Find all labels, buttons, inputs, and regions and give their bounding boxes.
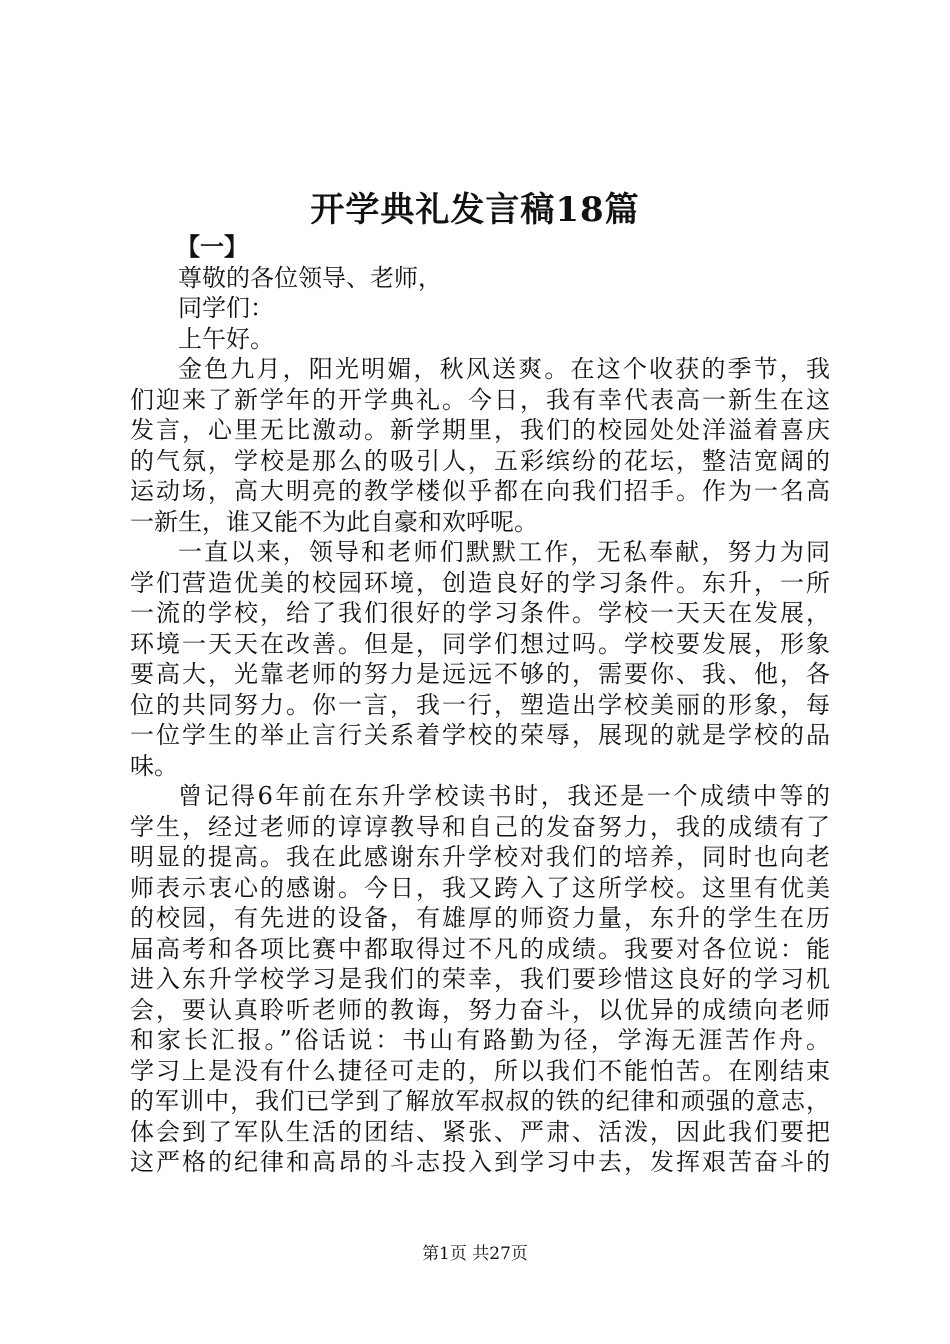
text-line: 学们营造优美的校园环境，创造良好的学习条件。东升，一所 (130, 568, 830, 597)
paragraph-3 (130, 781, 830, 1178)
text-line: 这严格的纪律和高昂的斗志投入到学习中去，发挥艰苦奋斗的 (130, 1148, 830, 1176)
page-number-footer: 第1页 共27页 (422, 1244, 528, 1264)
text-line: 师表示衷心的感谢。今日，我又跨入了这所学校。这里有优美 (130, 873, 830, 902)
text-line: 学习上是没有什么捷径可走的，所以我们不能怕苦。在刚结束 (130, 1056, 830, 1085)
document-body (130, 232, 830, 1178)
text-line: 发言，心里无比激动。新学期里，我们的校园处处洋溢着喜庆 (130, 416, 830, 444)
text-line: 环境一天天在改善。但是，同学们想过吗。学校要发展，形象 (130, 629, 830, 658)
document-title: 开学典礼发言稿18篇 (310, 190, 640, 230)
greeting-line: 同学们： (178, 294, 274, 322)
greeting-line: 尊敬的各位领导、老师， (178, 263, 442, 292)
text-line: 一新生，谁又能不为此自豪和欢呼呢。 (130, 507, 538, 536)
text-line: 一流的学校，给了我们很好的学习条件。学校一天天在发展， (130, 599, 830, 627)
text-line: 一位学生的举止言行关系着学校的荣辱，展现的就是学校的品 (130, 721, 830, 749)
text-line: 体会到了军队生活的团结、紧张、严肃、活泼，因此我们要把 (130, 1117, 830, 1146)
text-line: 运动场，高大明亮的教学楼似乎都在向我们招手。作为一名高 (130, 477, 830, 505)
text-line: 的气氛，学校是那么的吸引人，五彩缤纷的花坛，整洁宽阔的 (130, 446, 830, 475)
text-line: 的校园，有先进的设备，有雄厚的师资力量，东升的学生在历 (130, 904, 830, 932)
text-line: 和家长汇报。”俗话说：书山有路勤为径，学海无涯苦作舟。 (130, 1026, 830, 1054)
paragraph-2 (130, 537, 830, 781)
text-line: 要高大，光靠老师的努力是远远不够的，需要你、我、他，各 (130, 660, 830, 688)
text-line: 届高考和各项比赛中都取得过不凡的成绩。我要对各位说：能 (130, 934, 830, 963)
text-line: 曾记得6年前在东升学校读书时，我还是一个成绩中等的 (178, 782, 830, 810)
text-line: 进入东升学校学习是我们的荣幸，我们要珍惜这良好的学习机 (130, 965, 830, 993)
text-line: 明显的提高。我在此感谢东升学校对我们的培养，同时也向老 (130, 843, 830, 871)
text-line: 味。 (130, 751, 178, 780)
greeting-line: 上午好。 (178, 324, 274, 353)
section-label: 【一】 (176, 232, 248, 261)
text-line: 金色九月，阳光明媚，秋风送爽。在这个收获的季节，我 (178, 355, 830, 383)
text-line: 的军训中，我们已学到了解放军叔叔的铁的纪律和顽强的意志， (130, 1087, 830, 1115)
text-line: 学生，经过老师的谆谆教导和自己的发奋努力，我的成绩有了 (130, 812, 830, 841)
paragraph-1 (130, 354, 830, 537)
text-line: 位的共同努力。你一言，我一行，塑造出学校美丽的形象，每 (130, 690, 830, 719)
text-line: 一直以来，领导和老师们默默工作，无私奉献，努力为同 (178, 538, 830, 566)
text-line: 们迎来了新学年的开学典礼。今日，我有幸代表高一新生在这 (130, 385, 830, 414)
text-line: 会，要认真聆听老师的教诲，努力奋斗，以优异的成绩向老师 (130, 995, 830, 1024)
